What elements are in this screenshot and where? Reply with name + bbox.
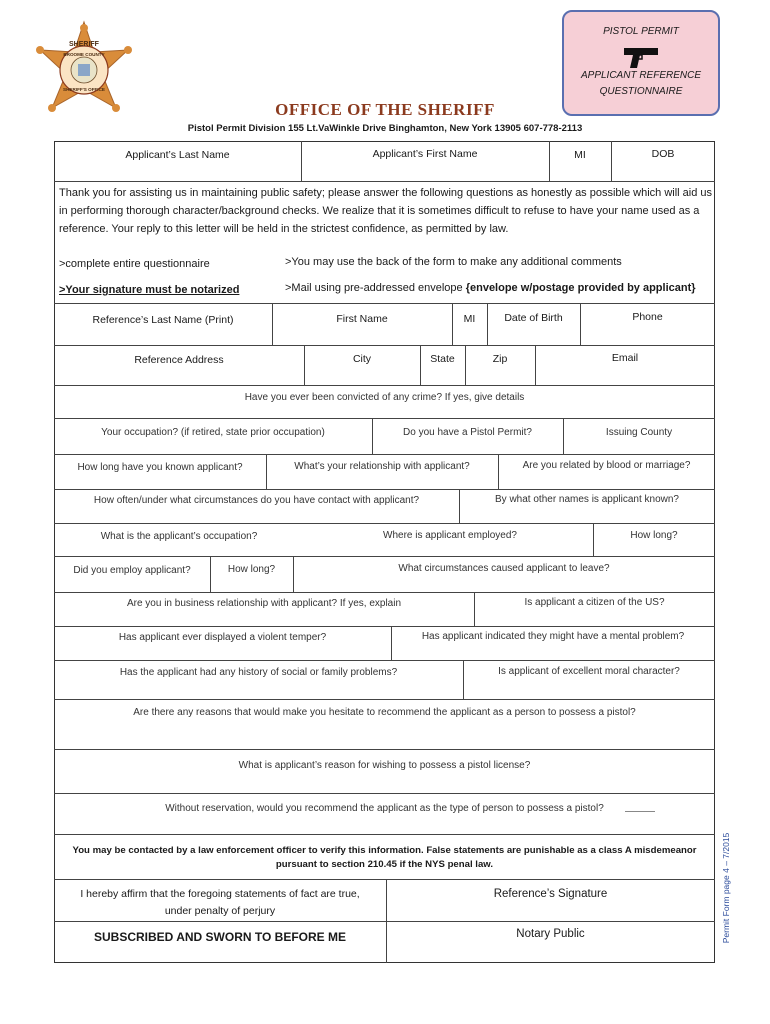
notary-public-field[interactable]: Notary Public	[516, 928, 585, 940]
pistol-icon	[622, 44, 662, 70]
question-your-occupation[interactable]: Your occupation? (if retired, state prior occupation)	[101, 427, 325, 438]
question-relationship[interactable]: What’s your relationship with applicant?	[294, 461, 470, 472]
question-mental-problem[interactable]: Has applicant indicated they might have a mental problem?	[421, 631, 685, 642]
question-related[interactable]: Are you related by blood or marriage?	[522, 460, 691, 471]
reference-address-field[interactable]: Reference Address	[134, 354, 224, 366]
question-other-names[interactable]: By what other names is applicant known?	[495, 494, 679, 505]
affirm-line-1: I hereby affirm that the foregoing statements of fact are true,	[80, 888, 360, 900]
badge-text-top: SHERIFF	[69, 41, 99, 48]
badge-text-office: SHERIFF'S OFFICE	[63, 87, 105, 92]
question-social-problems[interactable]: Has the applicant had any history of social or family problems?	[119, 667, 398, 678]
applicant-mi-field[interactable]: MI	[574, 149, 586, 161]
permit-box-line2: QUESTIONNAIRE	[599, 86, 683, 97]
question-recommend[interactable]: Without reservation, would you recommend the applicant as the type of person to possess a pistol?	[165, 803, 604, 814]
question-hesitate[interactable]: Are there any reasons that would make you hesitate to recommend the applicant as a person to possess a pistol?	[133, 707, 636, 718]
question-moral-character[interactable]: Is applicant of excellent moral character?	[498, 666, 680, 677]
applicant-first-name-field[interactable]: Applicant’s First Name	[372, 148, 478, 160]
permit-box-line1: APPLICANT REFERENCE	[580, 70, 702, 81]
question-leave-circumstances[interactable]: What circumstances caused applicant to leave?	[398, 563, 610, 574]
warning-line-1: You may be contacted by a law enforcement officer to verify this information. False statements are punishable as a class A misdemeanor	[72, 845, 697, 856]
instruction-complete: >complete entire questionnaire	[59, 258, 210, 270]
reference-last-name-field[interactable]: Reference’s Last Name (Print)	[92, 314, 234, 326]
reference-email-field[interactable]: Email	[611, 352, 639, 364]
question-employed-where[interactable]: Where is applicant employed?	[383, 530, 517, 541]
instruction-envelope-text: >Mail using pre-addressed envelope	[285, 282, 466, 294]
applicant-last-name-field[interactable]: Applicant’s Last Name	[125, 149, 230, 161]
question-employ-how-long[interactable]: How long?	[227, 564, 276, 575]
permit-label-box	[562, 10, 720, 116]
question-violent-temper[interactable]: Has applicant ever displayed a violent temper?	[118, 632, 327, 643]
question-employ-applicant[interactable]: Did you employ applicant?	[73, 565, 191, 576]
reference-signature-field[interactable]: Reference’s Signature	[493, 888, 608, 900]
page-subtitle: Pistol Permit Division 155 Lt.VaWinkle Drive Binghamton, New York 13905 607-778-2113	[187, 123, 583, 134]
instruction-notarized: >Your signature must be notarized	[59, 284, 240, 296]
instruction-envelope-bold: {envelope w/postage provided by applicant}	[465, 282, 696, 294]
reference-phone-field[interactable]: Phone	[632, 311, 663, 323]
affirm-line-2: under penalty of perjury	[164, 905, 276, 917]
question-applicant-occupation[interactable]: What is the applicant’s occupation?	[100, 531, 258, 542]
badge-text-county: BROOME COUNTY	[63, 52, 105, 57]
question-citizen[interactable]: Is applicant a citizen of the US?	[524, 597, 665, 608]
reference-city-field[interactable]: City	[352, 353, 372, 365]
question-pistol-permit[interactable]: Do you have a Pistol Permit?	[403, 427, 532, 438]
question-how-long-known[interactable]: How long have you known applicant?	[77, 462, 243, 473]
reference-mi-field[interactable]: MI	[463, 313, 476, 325]
sworn-statement: SUBSCRIBED AND SWORN TO BEFORE ME	[93, 930, 346, 944]
question-contact[interactable]: How often/under what circumstances do you have contact with applicant?	[93, 495, 420, 506]
question-business[interactable]: Are you in business relationship with applicant? If yes, explain	[126, 598, 402, 609]
applicant-dob-field[interactable]: DOB	[651, 148, 675, 160]
instruction-envelope	[285, 282, 696, 294]
instruction-back-of-form: >You may use the back of the form to make any additional comments	[285, 256, 622, 268]
reference-first-name-field[interactable]: First Name	[336, 313, 388, 325]
reference-state-field[interactable]: State	[430, 353, 455, 365]
warning-line-2: pursuant to section 210.45 if the NYS penal law.	[275, 859, 494, 870]
side-note-container	[716, 818, 736, 968]
page-title: OFFICE OF THE SHERIFF	[275, 100, 495, 119]
permit-form-page-note: Permit Form page 4 – 7/2015	[721, 832, 731, 944]
reference-zip-field[interactable]: Zip	[492, 353, 508, 365]
intro-paragraph: Thank you for assisting us in maintaining public safety; please answer the following questions as honestly as possible which will aid us in performing thorough character/background checks. We realize that it is sometimes difficult to refuse to have your name used as a reference. Your reply to this letter will be held in the strictest confidence, as permitted by law.	[59, 187, 713, 235]
permit-box-title: PISTOL PERMIT	[603, 26, 679, 37]
question-issuing-county[interactable]: Issuing County	[605, 427, 673, 438]
question-employed-how-long[interactable]: How long?	[630, 530, 678, 541]
question-reason[interactable]: What is applicant’s reason for wishing to possess a pistol license?	[238, 760, 531, 771]
reference-dob-field[interactable]: Date of Birth	[504, 312, 563, 324]
question-convicted[interactable]: Have you ever been convicted of any crime? If yes, give details	[244, 392, 525, 403]
